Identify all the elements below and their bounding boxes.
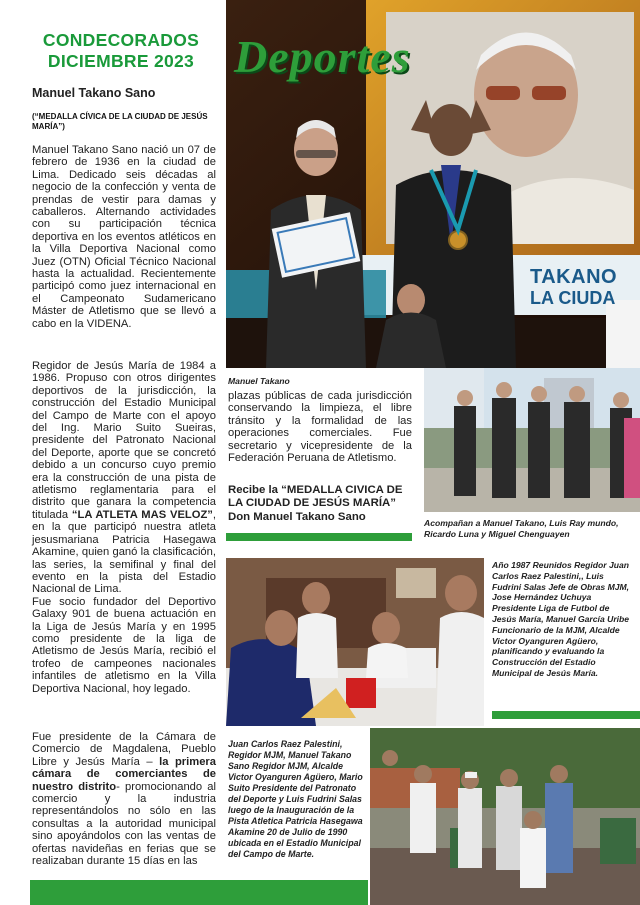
banner-text-2: LA CIUDA: [530, 288, 616, 308]
article-paragraph-3: [32, 731, 216, 867]
footer-green-bar: [30, 880, 368, 905]
main-photo-caption: Manuel Takano: [228, 376, 290, 386]
article-paragraph-1: Manuel Takano Sano nació un 07 de febrero de 1936 en la ciudad de Lima. Dedicado seis décadas al negocio de la confección y venta de prendas de vestir para damas y caballeros. Alternando actividades con su participación técnica deportiva en los eventos atléticos en la Villa Deportiva Nacional como Juez (OTN) Oficial Técnico Nacional hasta la actualidad. Recientemente participó como juez internacional en el Campeonato Sudamericano Máster de Atletismo que se llevó a cabo en la VIDENA.: [32, 144, 216, 330]
paragraph-2-text-c: Fue socio fundador del Deportivo Galaxy 901 de buena actuación en la Liga de Jesús María y en 1995 como presidente de la liga de Atletismo de Jesús María, recibió el trofeo de campeones nacionales infantiles de atletismo en la Villa Deportiva Nacional, hoy legado.: [32, 595, 216, 695]
recibe-line-3: Don Manuel Takano Sano: [228, 510, 366, 523]
meeting-photo: [226, 558, 484, 726]
page-title: [20, 30, 222, 72]
paragraph-2-text-b: , en la que participó nuestra atleta jesusmariana Patricia Hasegawa Akamine, quien ganó la clasificación, las series, la semifinal y final del evento en la pista del Estadio Nacional de Lima.: [32, 508, 217, 596]
outdoor-photo: [370, 728, 640, 905]
section-logo: Deportes: [234, 31, 411, 82]
medal-note: (“MEDALLA CÍVICA DE LA CIUDAD DE JESÚS MARÍA”): [32, 112, 208, 131]
title-line-2: DICIEMBRE 2023: [47, 51, 195, 71]
paragraph-3-text-a: Fue presidente de la Cámara de Comercio de Magdalena, Pueblo Libre y Jesús María –: [32, 731, 216, 768]
green-divider-2: [492, 711, 640, 719]
recibe-heading: [228, 484, 424, 524]
group-photo: [424, 368, 640, 512]
article-paragraph-2: [32, 360, 216, 695]
title-line-1: CONDECORADOS: [42, 30, 200, 50]
recibe-line-2: LA CIUDAD DE JESÚS MARÍA”: [228, 497, 396, 510]
recibe-line-1: Recibe la “MEDALLA CIVICA DE: [228, 484, 403, 496]
banner-text: TAKANO: [530, 266, 618, 288]
group-photo-caption: Acompañan a Manuel Takano, Luis Ray mundo, Ricardo Luna y Miguel Chenguayen: [424, 518, 619, 539]
meeting-photo-caption: Año 1987 Reunidos Regidor Juan Carlos Raez Palestini,, Luis Fudrini Salas Jefe de Obras MJM, Jose Hernández Uchuya Presidente Liga de Futbol de Jesús María, Manuel García Uribe Funcionario de la MJM, Alcalde Victor Oyanguren Agüero, planificando y evaluando la Construcción del Estadio Municipal de Jesús María.: [492, 560, 630, 678]
paragraph-2-text-a: Regidor de Jesús María de 1984 a 1986. Propuso con otros dirigentes deportivos de la jurisdicción, la construcción del Estadio Municipal del Campo de Marte con el apoyo del Ing. Mario Suito Sueiras, presidente del Patronato Nacional del Deporte, aporte que se concretó debido a un concurso cuyo premio era la construcción de una pista de atletismo reglamentaria para el distrito que ganara la competencia titulada: [32, 360, 216, 521]
outdoor-photo-caption: Juan Carlos Raez Palestini, Regidor MJM, Manuel Takano Sano Regidor MJM, Alcalde Victor Oyanguren Agüero, Mario Suito Presidente del Patronato del Deporte y Luis Fudrini Salas luego de la Inauguración de la Pista Atletica Patricia Hasegawa Akamine 20 de Julio de 1990 ubicada en el Estadio Municipal del Campo de Marte.: [228, 739, 363, 859]
article-paragraph-4: plazas públicas de cada jurisdicción conservando la limpieza, el libre tránsito y la formalidad de las operaciones comerciales. Fue secretario y vicepresidente de la Federación Peruana de Atletismo.: [228, 390, 412, 465]
paragraph-3-bold: la primera cámara de comerciantes de nuestro distrito: [32, 755, 216, 793]
paragraph-3-text-b: - promocionando al comercio y la industria representándolos no sólo en las consultas a la autoridad municipal sino apoyándolos con las ventas de ofertas navideñas en ferias que se realizaban durante 15 días en las: [32, 780, 216, 868]
person-name: Manuel Takano Sano: [32, 86, 156, 100]
green-divider-1: [226, 533, 412, 541]
paragraph-2-bold: “LA ATLETA MAS VELOZ”: [71, 508, 213, 521]
